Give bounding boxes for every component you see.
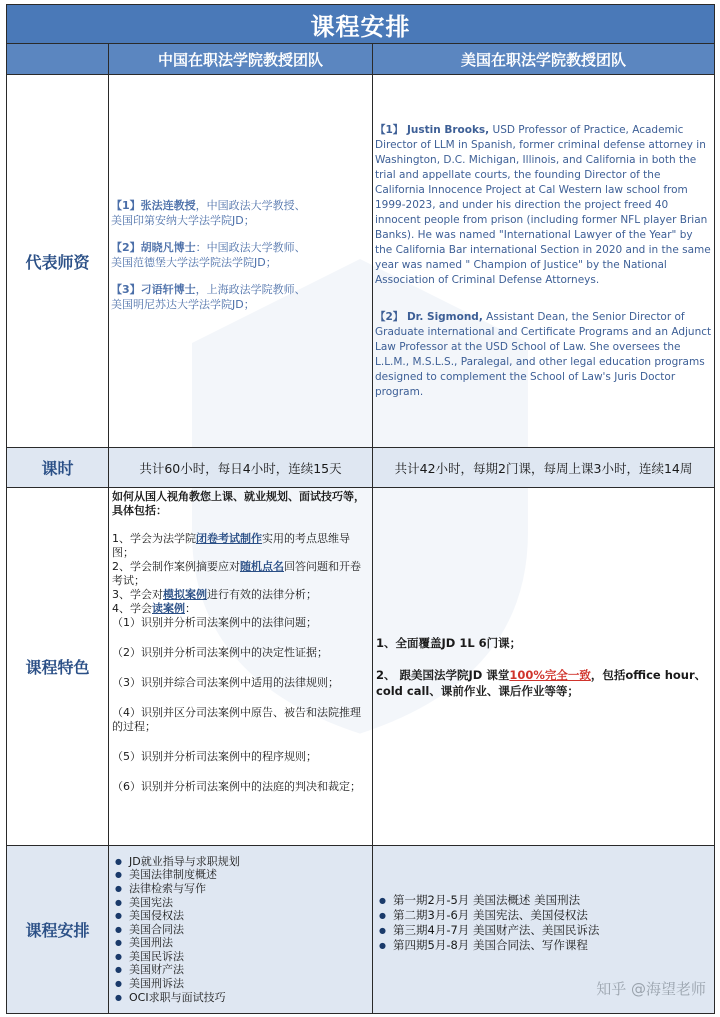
header-cn-team: 中国在职法学院教授团队 bbox=[109, 44, 373, 75]
cn-schedule-list bbox=[109, 855, 372, 1005]
course-table bbox=[6, 4, 715, 1014]
cn-faculty-name: 【2】胡晓凡博士 bbox=[111, 241, 196, 254]
cn-feature-sub: （4）识别并区分司法案例中原告、被告和法院推理的过程； bbox=[112, 706, 361, 733]
us-faculty-item bbox=[375, 123, 712, 288]
cn-feature-item bbox=[112, 602, 370, 616]
us-hours: 共计42小时，每期2门课，每周上课3小时，连续14周 bbox=[373, 448, 715, 488]
feature-text: 回答问题和开卷考试； bbox=[112, 560, 361, 587]
us-feature-item: 1、全面覆盖JD 1L 6门课； bbox=[376, 635, 522, 650]
list-item: ● 美国宪法 bbox=[129, 896, 372, 910]
cn-feature-sub: （1）识别并分析司法案例中的法律问题； bbox=[112, 616, 317, 629]
feature-highlight: 读案例 bbox=[152, 602, 185, 615]
cn-faculty-name: 【1】张法连教授 bbox=[111, 199, 196, 212]
list-item: ● 第四期5月-8月 美国合同法、写作课程 bbox=[393, 938, 714, 953]
feature-text: 3、学会对 bbox=[112, 588, 163, 601]
header-empty bbox=[7, 44, 109, 75]
us-faculty-name: 【1】 Justin Brooks, bbox=[375, 123, 490, 136]
cn-faculty-line: ：中国政法大学教师、 bbox=[195, 241, 306, 254]
faculty-label: 代表师资 bbox=[7, 75, 109, 448]
us-feature-item bbox=[376, 667, 712, 699]
list-item: ● 美国侵权法 bbox=[129, 909, 372, 923]
feature-text: ，包括office hour、cold call、课前作业、课后作业等等； bbox=[376, 667, 707, 698]
feature-text: ： bbox=[185, 602, 196, 615]
hours-label: 课时 bbox=[7, 448, 109, 488]
list-item: ● 美国法律制度概述 bbox=[129, 868, 372, 882]
cn-feature-sub: （2）识别并分析司法案例中的决定性证据； bbox=[112, 646, 328, 659]
us-features bbox=[373, 488, 715, 846]
us-faculty-item bbox=[375, 310, 712, 400]
list-item: ● 美国合同法 bbox=[129, 923, 372, 937]
us-faculty-bio: USD Professor of Practice, Academic Director of LLM in Spanish, former criminal defense attorney in Washington, D.C. Michigan, Illinois, and California in both the trial and appellate courts, the founding Director of the California Innocence Project at Cal Western law school from 1999-2023, and under his direction the project freed 40 innocent people from prison (including former NFL player Brian Banks). He was named "International Lawyer of the Year" by the California Bar international Section in 2020 and in the same year was named " Champion of Justice" by the National Association of Criminal Defense Attorneys. bbox=[375, 123, 711, 286]
feature-text: 1、学会为法学院 bbox=[112, 532, 196, 545]
list-item: ● 美国刑诉法 bbox=[129, 977, 372, 991]
cn-faculty-line: 美国范德堡大学法学院法学院JD； bbox=[111, 256, 277, 269]
cn-feature-sub: （6）识别并分析司法案例中的法庭的判决和裁定； bbox=[112, 780, 361, 793]
us-faculty-list bbox=[373, 75, 715, 448]
cn-faculty-line: ，中国政法大学教授、 bbox=[195, 199, 306, 212]
cn-feature-sub: （3）识别并综合司法案例中适用的法律规则； bbox=[112, 676, 339, 689]
zhihu-watermark: 知乎 @海望老师 bbox=[596, 980, 706, 998]
cn-faculty-line: ，上海政法学院教师、 bbox=[195, 283, 306, 296]
header-us-team: 美国在职法学院教授团队 bbox=[373, 44, 715, 75]
feature-highlight: 随机点名 bbox=[240, 560, 284, 573]
list-item: ● 第二期3月-6月 美国宪法、美国侵权法 bbox=[393, 908, 714, 923]
feature-text: 进行有效的法律分析； bbox=[207, 588, 317, 601]
feature-highlight: 闭卷考试制作 bbox=[196, 532, 262, 545]
cn-faculty-item bbox=[111, 240, 372, 270]
list-item: ● 美国刑法 bbox=[129, 936, 372, 950]
cn-feature-item bbox=[112, 560, 370, 588]
us-schedule-list bbox=[373, 893, 714, 953]
cn-faculty-line: 美国印第安纳大学法学院JD； bbox=[111, 214, 255, 227]
cn-schedule bbox=[109, 846, 373, 1014]
list-item: ● JD就业指导与求职规划 bbox=[129, 855, 372, 869]
list-item: ● 美国财产法 bbox=[129, 963, 372, 977]
feature-highlight: 模拟案例 bbox=[163, 588, 207, 601]
list-item: ● 法律检索与写作 bbox=[129, 882, 372, 896]
features-label: 课程特色 bbox=[7, 488, 109, 846]
cn-feature-item bbox=[112, 532, 370, 560]
list-item: ● 第一期2月-5月 美国法概述 美国刑法 bbox=[393, 893, 714, 908]
cn-faculty-line: 美国明尼苏达大学法学院JD； bbox=[111, 298, 255, 311]
feature-text: 实用的考点思维导图； bbox=[112, 532, 350, 559]
list-item: ● OCI求职与面试技巧 bbox=[129, 991, 372, 1005]
us-faculty-bio: Assistant Dean, the Senior Director of Graduate international and Certificate Programs and an Adjunct Law Professor at the USD School of Law. She oversees the L.L.M., M.S.L.S., Paralegal, and other legal education programs designed to complement the School of Law's Juris Doctor program. bbox=[375, 310, 712, 398]
cn-faculty-item bbox=[111, 198, 372, 228]
cn-faculty-list bbox=[109, 75, 373, 448]
cn-features bbox=[109, 488, 373, 846]
cn-faculty-name: 【3】刁语轩博士 bbox=[111, 283, 196, 296]
feature-highlight-red: 100%完全一致 bbox=[509, 667, 591, 682]
schedule-label: 课程安排 bbox=[7, 846, 109, 1014]
feature-text: 4、学会 bbox=[112, 602, 152, 615]
cn-faculty-item bbox=[111, 282, 372, 312]
us-faculty-name: 【2】 Dr. Sigmond, bbox=[375, 310, 483, 323]
feature-text: 2、学会制作案例摘要应对 bbox=[112, 560, 240, 573]
list-item: ● 美国民诉法 bbox=[129, 950, 372, 964]
list-item: ● 第三期4月-7月 美国财产法、美国民诉法 bbox=[393, 923, 714, 938]
cn-hours: 共计60小时，每日4小时，连续15天 bbox=[109, 448, 373, 488]
cn-feature-item bbox=[112, 588, 370, 602]
page-title: 课程安排 bbox=[7, 5, 715, 44]
feature-text: 2、 跟美国法学院JD 课堂 bbox=[376, 667, 510, 682]
cn-features-intro: 如何从国人视角教您上课、就业规划、面试技巧等，具体包括： bbox=[112, 490, 365, 517]
cn-feature-sub: （5）识别并分析司法案例中的程序规则； bbox=[112, 750, 317, 763]
